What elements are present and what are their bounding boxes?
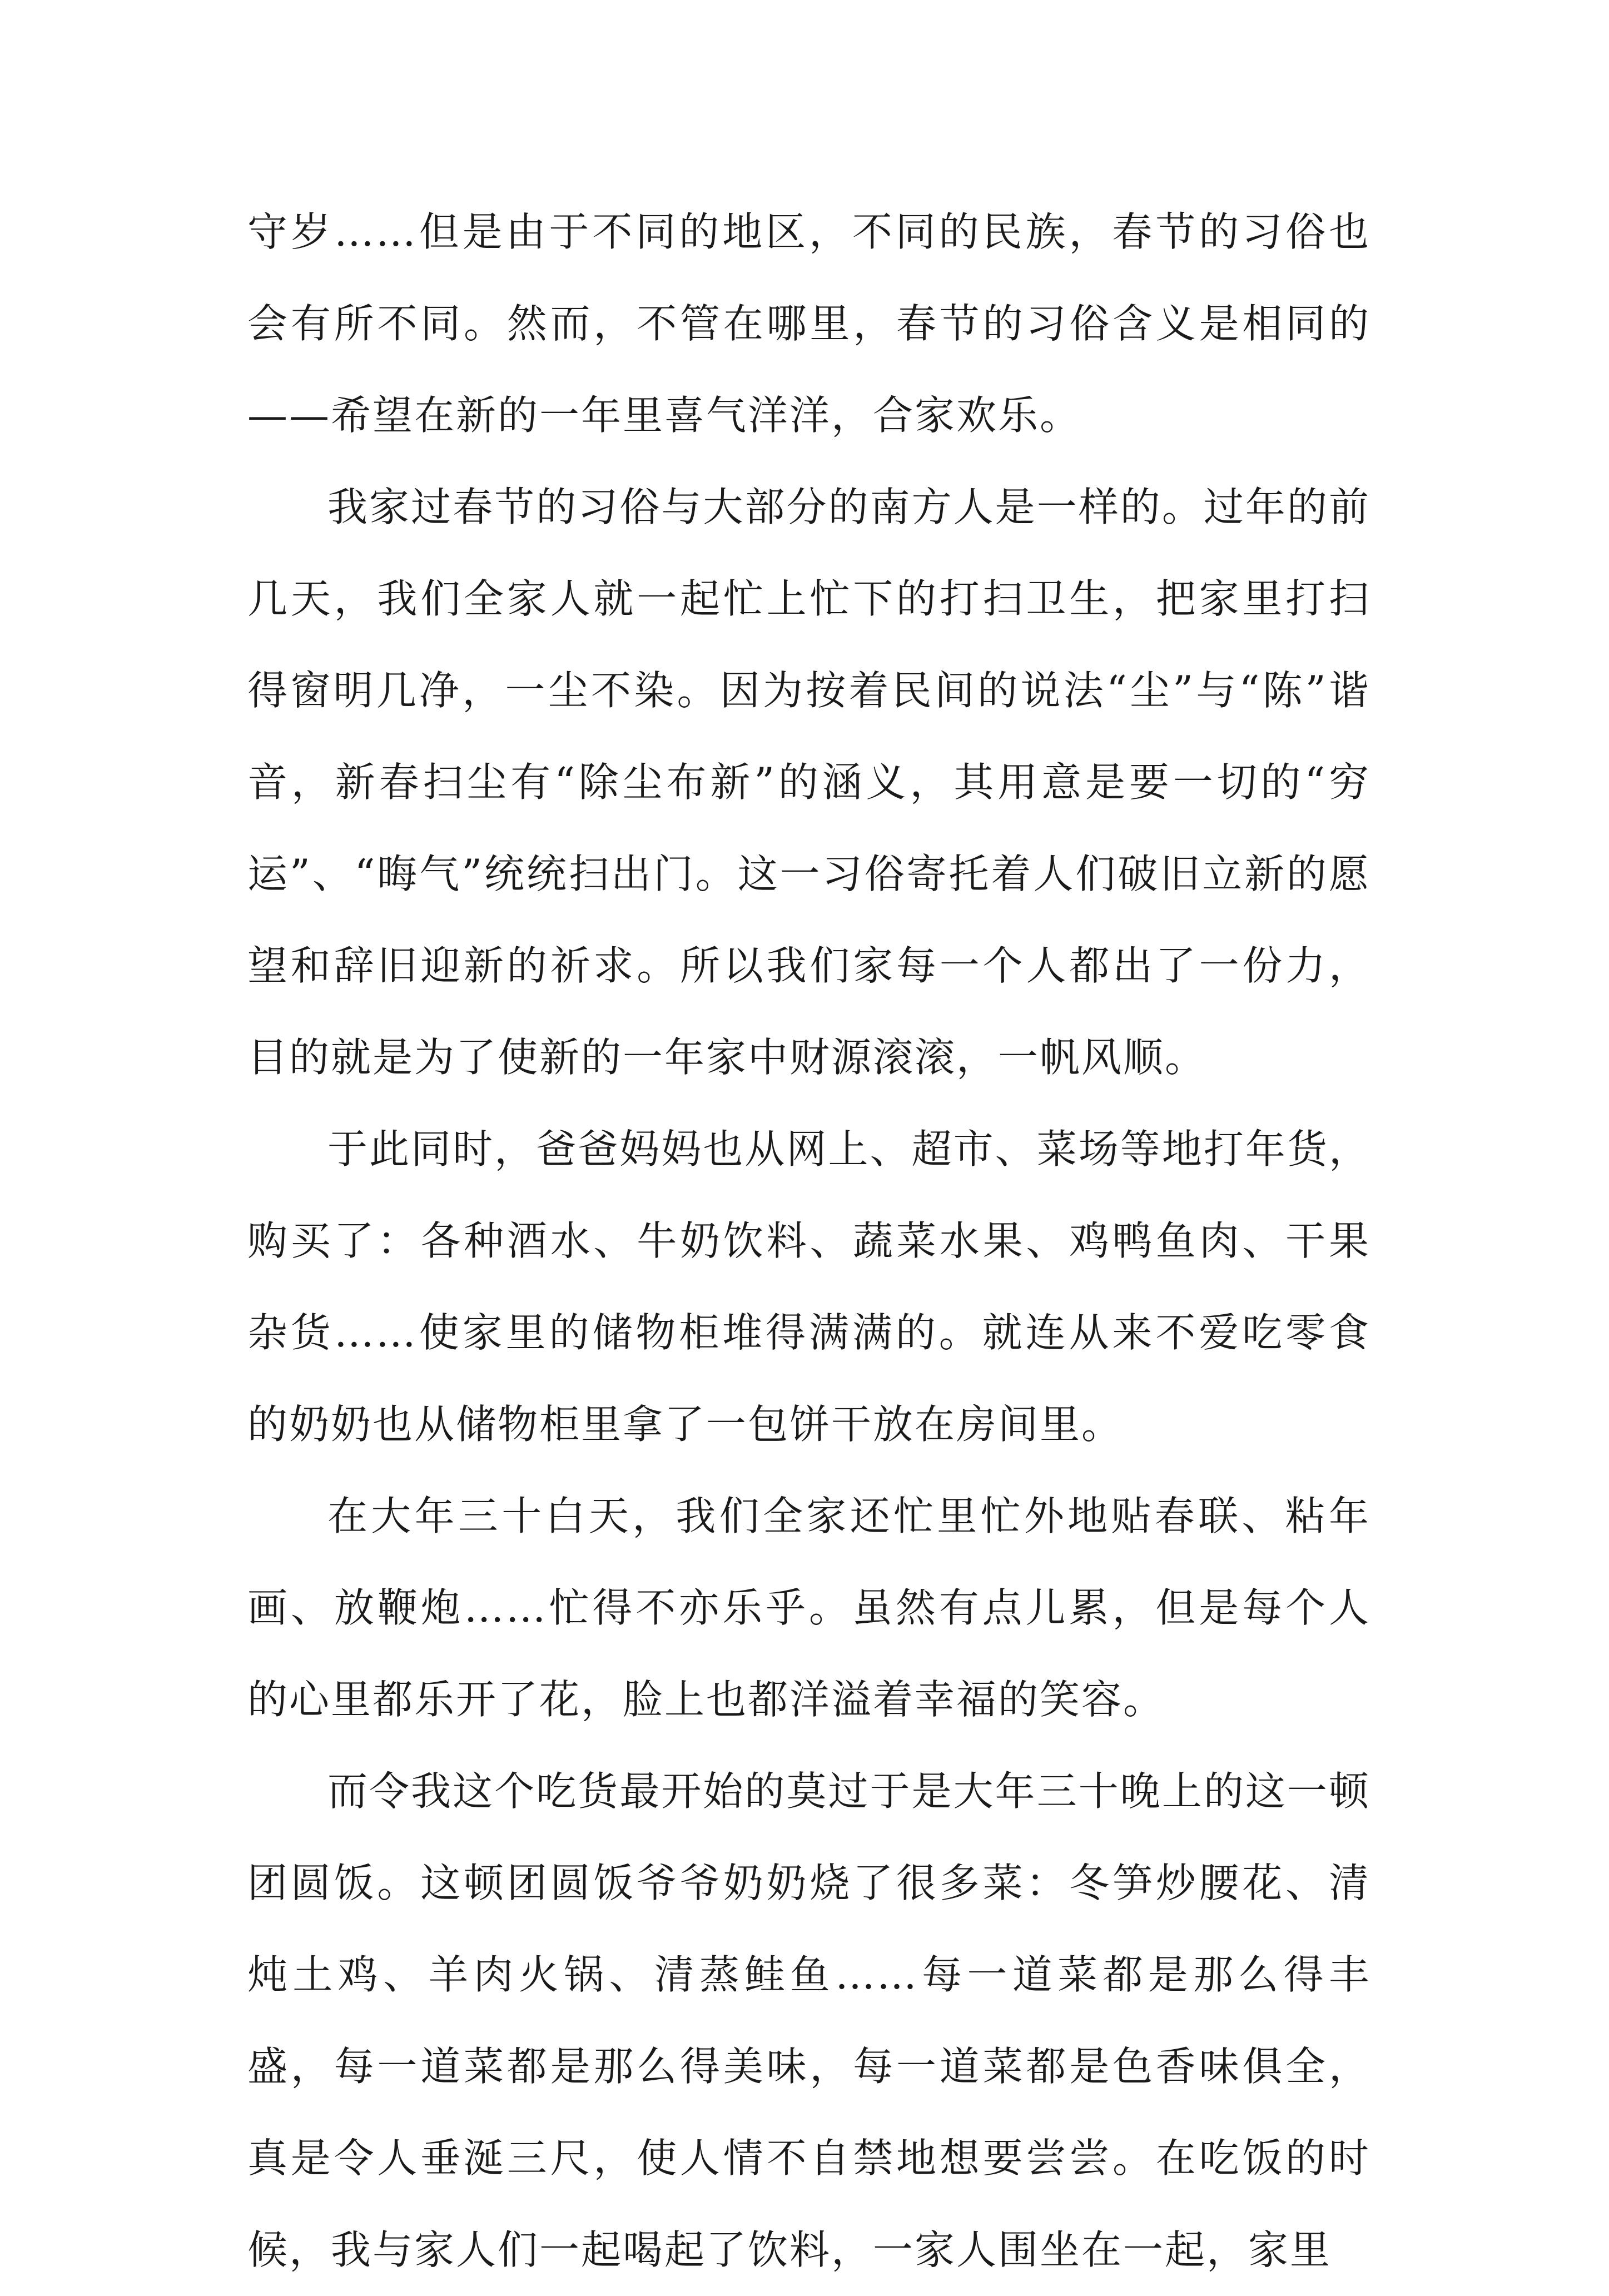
paragraph-2: 我家过春节的习俗与大部分的南方人是一样的。过年的前几天，我们全家人就一起忙上忙下的打扫卫生，把家里打扫得窗明几净，一尘不染。因为按着民间的说法“尘”与“陈”谐音，新春扫尘有“除尘布新”的涵义，其用意是要一切的“穷运”、“晦气”统统扫出门。这一习俗寄托着人们破旧立新的愿望和辞旧迎新的祈求。所以我们家每一个人都出了一份力，目的就是为了使新的一年家中财源滚滚，一帆风顺。 [247,484,1370,1081]
body-text [247,186,1370,2296]
paragraph-5: 而令我这个吃货最开始的莫过于是大年三十晚上的这一顿团圆饭。这顿团圆饭爷爷奶奶烧了很多菜：冬笋炒腰花、清炖土鸡、羊肉火锅、清蒸鲑鱼……每一道菜都是那么得丰盛，每一道菜都是那么得美味，每一道菜都是色香味俱全，真是令人垂涎三尺，使人情不自禁地想要尝尝。在吃饭的时候，我与家人们一起喝起了饮料，一家人围坐在一起，家里 [247,1768,1370,2273]
paragraph-3: 于此同时，爸爸妈妈也从网上、超市、菜场等地打年货，购买了：各种酒水、牛奶饮料、蔬菜水果、鸡鸭鱼肉、干果杂货……使家里的储物柜堆得满满的。就连从来不爱吃零食的奶奶也从储物柜里拿了一包饼干放在房间里。 [247,1126,1370,1448]
paragraph-4: 在大年三十白天，我们全家还忙里忙外地贴春联、粘年画、放鞭炮……忙得不亦乐乎。虽然有点儿累，但是每个人的心里都乐开了花，脸上也都洋溢着幸福的笑容。 [247,1493,1370,1723]
paragraph-1: 守岁……但是由于不同的地区，不同的民族，春节的习俗也会有所不同。然而，不管在哪里，春节的习俗含义是相同的——希望在新的一年里喜气洋洋，合家欢乐。 [247,208,1370,439]
